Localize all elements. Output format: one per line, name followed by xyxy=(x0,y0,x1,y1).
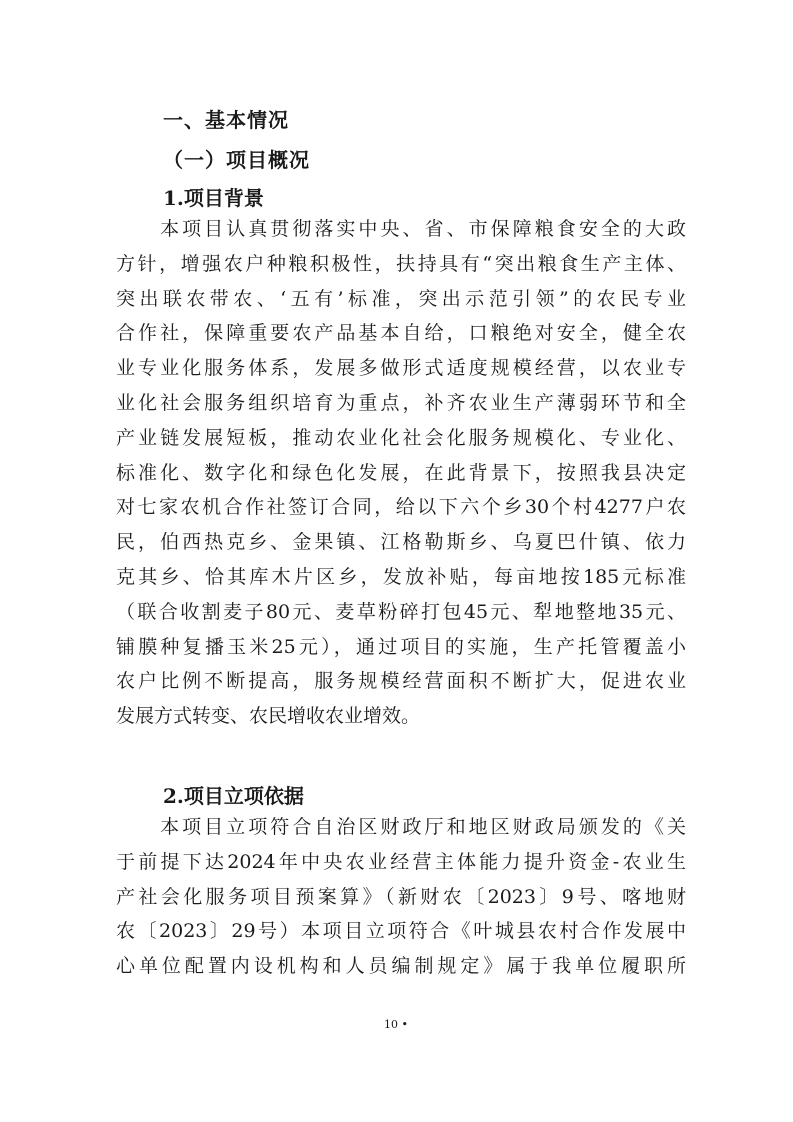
paragraph-line: 方针，增强农户种粮积极性，扶持具有“突出粮食生产主体、 xyxy=(116,252,686,275)
paragraph-line: 对七家农机合作社签订合同，给以下六个乡30个村4277户农 xyxy=(116,496,686,519)
heading-basic-situation: 一、基本情况 xyxy=(163,108,289,132)
heading-project-overview: （一）项目概况 xyxy=(163,148,310,172)
heading-project-basis: 2.项目立项依据 xyxy=(163,784,304,808)
paragraph-line: 标准化、数字化和绿色化发展，在此背景下，按照我县决定 xyxy=(116,461,686,484)
paragraph-line: 克其乡、恰其库木片区乡，发放补贴，每亩地按185元标准 xyxy=(116,565,686,588)
paragraph-line: 发展方式转变、农民增收农业增效。 xyxy=(116,705,421,728)
heading-project-background: 1.项目背景 xyxy=(163,186,264,210)
paragraph-line: 本项目认真贯彻落实中央、省、市保障粮食安全的大政 xyxy=(116,218,686,240)
paragraph-line: 产社会化服务项目预案算》（新财农〔2023〕9号、喀地财 xyxy=(116,885,686,908)
paragraph-line: 民，伯西热克乡、金果镇、江格勒斯乡、乌夏巴什镇、依力 xyxy=(116,531,686,554)
paragraph-line: 产业链发展短板，推动农业化社会化服务规模化、专业化、 xyxy=(116,426,686,449)
paragraph-line: 农〔2023〕29号）本项目立项符合《叶城县农村合作发展中 xyxy=(116,920,686,943)
paragraph-line: 合作社，保障重要农产品基本自给，口粮绝对安全，健全农 xyxy=(116,322,686,345)
paragraph-line: 业化社会服务组织培育为重点，补齐农业生产薄弱环节和全 xyxy=(116,391,686,414)
paragraph-line: （联合收割麦子80元、麦草粉碎打包45元、犁地整地35元、 xyxy=(116,600,686,623)
paragraph-line: 本项目立项符合自治区财政厅和地区财政局颁发的《关 xyxy=(116,816,686,838)
background-paragraph xyxy=(116,212,686,734)
page-number: 10 • xyxy=(384,1018,408,1031)
paragraph-line: 铺膜种复播玉米25元），通过项目的实施，生产托管覆盖小 xyxy=(116,635,686,658)
basis-paragraph xyxy=(116,810,686,984)
paragraph-line: 于前提下达2024年中央农业经营主体能力提升资金-农业生 xyxy=(116,850,686,873)
paragraph-line: 业专业化服务体系，发展多做形式适度规模经营，以农业专 xyxy=(116,357,686,380)
paragraph-line: 突出联农带农、‘五有’标准，突出示范引领”的农民专业 xyxy=(116,287,686,310)
paragraph-line: 农户比例不断提高，服务规模经营面积不断扩大，促进农业 xyxy=(116,670,686,693)
paragraph-line: 心单位配置内设机构和人员编制规定》属于我单位履职所 xyxy=(116,955,686,978)
